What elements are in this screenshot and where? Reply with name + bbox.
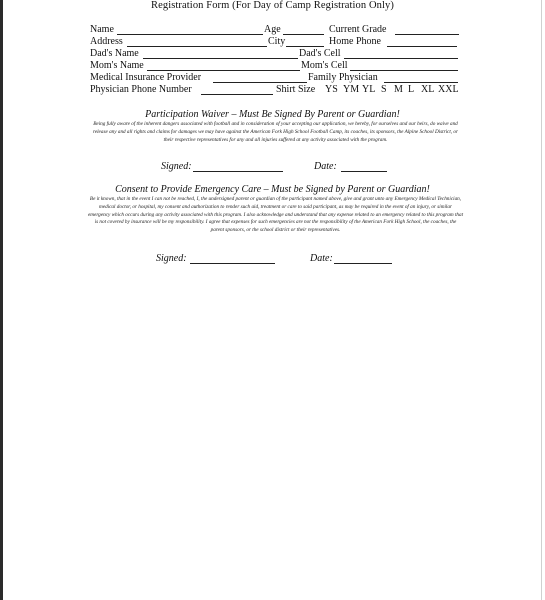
shirt-size-option[interactable]: L [408, 84, 415, 95]
shirt-size-option[interactable]: M [394, 84, 403, 95]
moms-cell-label: Mom's Cell [301, 60, 348, 71]
row-name-age-grade [0, 24, 545, 36]
shirt-size-label: Shirt Size [276, 84, 316, 95]
waiver-title: Participation Waiver – Must Be Signed By Parent or Guardian! [145, 109, 400, 120]
age-field[interactable] [283, 34, 324, 35]
consent-date-label: Date: [310, 253, 333, 264]
name-label: Name [90, 24, 114, 35]
row-moms-name-cell [0, 60, 545, 72]
dads-name-field[interactable] [143, 58, 298, 59]
moms-name-label: Mom's Name [90, 60, 144, 71]
shirt-size-option[interactable]: S [381, 84, 387, 95]
moms-cell-field[interactable] [350, 70, 458, 71]
age-label: Age [264, 24, 281, 35]
home-phone-label: Home Phone [329, 36, 381, 47]
home-phone-field[interactable] [387, 46, 457, 47]
waiver-date-label: Date: [314, 161, 337, 172]
address-label: Address [90, 36, 123, 47]
current-grade-label: Current Grade [329, 24, 387, 35]
row-address-city-phone [0, 36, 545, 48]
shirt-size-option[interactable]: XXL [438, 84, 459, 95]
shirt-size-option[interactable]: YM [343, 84, 360, 95]
consent-date-field[interactable] [334, 263, 392, 264]
address-field[interactable] [127, 46, 267, 47]
consent-text: Be it known, that in the event I can not be reached, I, the undersigned parent or guardian of the participant named above, give and grant unto any Emergency Medical Technician, medical doctor, or hospital, my consent and authorization to render such aid, treatment or care to said participant, as may be required in the event of an injury, or similar emergency which occurs during any activity associated with this program. I also acknowledge and understand that any expense related to an emergency related to this program that is not covered by insurance will be my responsibility. I agree that expenses for such emergencies are not the responsibility of the American Fork High School, the coaches, the parent sponsors, or the school district or their representatives. [88, 196, 464, 234]
waiver-signed-label: Signed: [161, 161, 192, 172]
row-dads-name-cell [0, 48, 545, 60]
waiver-signature-field[interactable] [193, 171, 283, 172]
name-field[interactable] [117, 34, 263, 35]
form-title: Registration Form (For Day of Camp Registration Only) [151, 0, 394, 11]
moms-name-field[interactable] [147, 70, 300, 71]
dads-cell-field[interactable] [344, 58, 458, 59]
physician-phone-number-field[interactable] [201, 94, 273, 95]
medical-insurance-provider-label: Medical Insurance Provider [90, 72, 202, 83]
shirt-size-option[interactable]: YL [362, 84, 376, 95]
shirt-size-option[interactable]: YS [325, 84, 338, 95]
consent-signature-field[interactable] [190, 263, 275, 264]
consent-signed-label: Signed: [156, 253, 187, 264]
physician-phone-number-label: Physician Phone Number [90, 84, 192, 95]
shirt-size-option[interactable]: XL [421, 84, 435, 95]
dads-cell-label: Dad's Cell [299, 48, 341, 59]
city-label: City [268, 36, 286, 47]
dads-name-label: Dad's Name [90, 48, 139, 59]
family-physician-field[interactable] [384, 82, 458, 83]
waiver-text: Being fully aware of the inherent dangers associated with football and in consideration of your accepting our application, we hereby, for ourselves and our heirs, do waive and release any and all rights and claims for damages we may have against the American Fork High School Football Camp, its coaches, its sponsors, the Alpine School District, or their respective representatives for any and all injuries suffered at any activity associated with the program. [92, 121, 458, 143]
row-physician-phone-shirt [0, 84, 545, 96]
medical-insurance-provider-field[interactable] [213, 82, 307, 83]
row-insurance-physician [0, 72, 545, 84]
consent-title: Consent to Provide Emergency Care – Must be Signed by Parent or Guardian! [115, 184, 430, 195]
family-physician-label: Family Physician [308, 72, 378, 83]
current-grade-field[interactable] [395, 34, 459, 35]
waiver-date-field[interactable] [341, 171, 387, 172]
city-field[interactable] [286, 46, 324, 47]
